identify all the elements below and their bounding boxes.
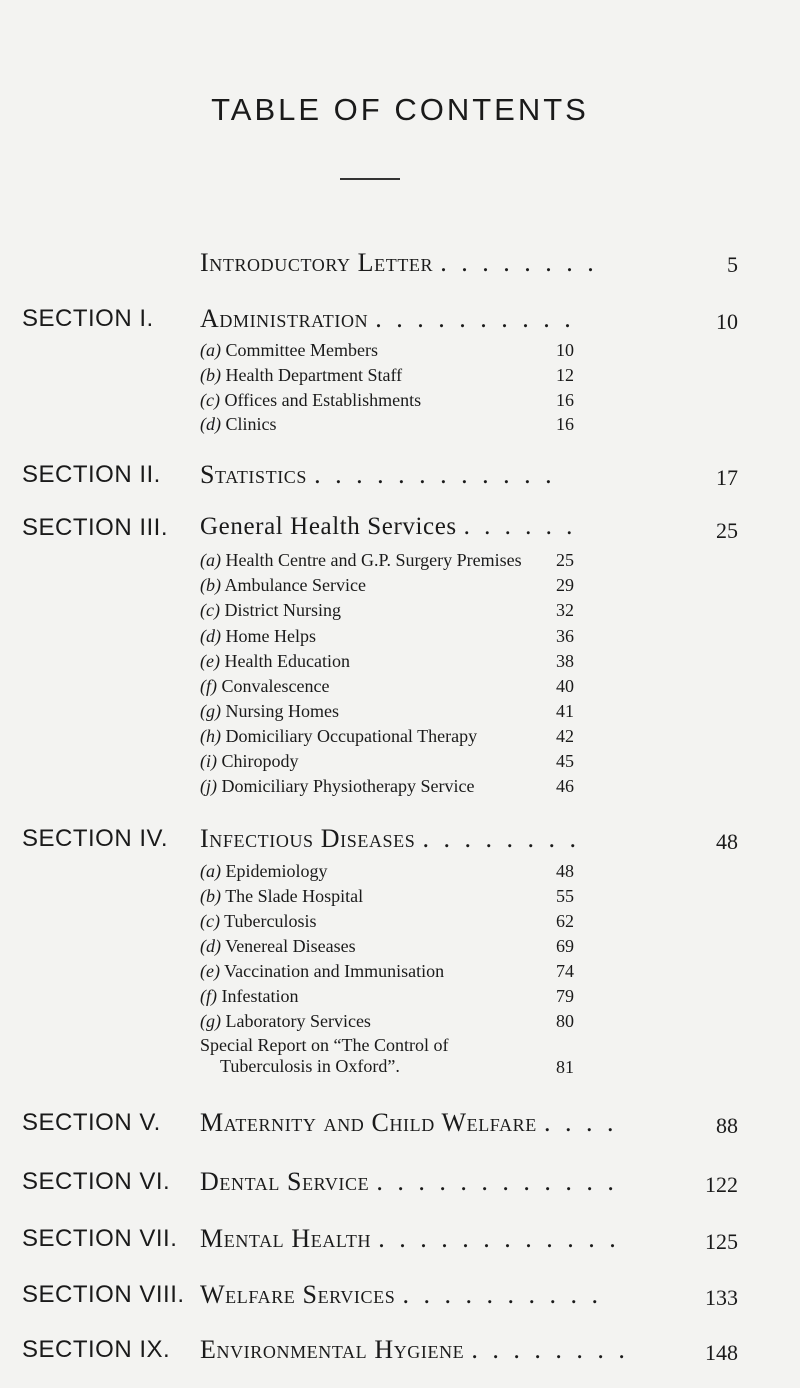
item-page: 32: [556, 600, 574, 620]
toc-item: [200, 365, 402, 386]
section-heading-label: General Health Services: [200, 513, 457, 540]
toc-item: [200, 626, 316, 647]
toc-item: [200, 776, 474, 797]
toc-item: [200, 701, 339, 722]
special-report-line2: Tuberculosis in Oxford”.: [220, 1056, 400, 1076]
item-letter: (b): [200, 886, 221, 906]
section-heading-label: Statistics: [200, 460, 308, 489]
item-page: 16: [556, 414, 574, 434]
item-text: Nursing Homes: [225, 701, 339, 721]
item-text: The Slade Hospital: [225, 886, 364, 906]
section-heading-label: Infectious Diseases: [200, 824, 416, 853]
item-letter: (a): [200, 861, 221, 881]
item-page: 38: [556, 651, 574, 671]
section-heading: [200, 1335, 629, 1365]
item-letter: (g): [200, 701, 221, 721]
item-letter: (d): [200, 936, 221, 956]
item-letter: (c): [200, 600, 220, 620]
item-text: Tuberculosis: [224, 911, 317, 931]
toc-item: [200, 911, 317, 932]
item-letter: (f): [200, 676, 217, 696]
item-text: Health Department Staff: [225, 365, 403, 385]
section-heading: [200, 824, 580, 854]
section-page-number: 25: [716, 518, 738, 543]
special-report-page: 81: [556, 1057, 574, 1077]
toc-item: [200, 575, 366, 596]
item-letter: (d): [200, 626, 221, 646]
section-heading: [200, 513, 576, 541]
item-page: 40: [556, 676, 574, 696]
item-letter: (b): [200, 575, 221, 595]
section-page-number: 17: [716, 465, 738, 490]
item-text: Convalescence: [221, 676, 330, 696]
item-text: Laboratory Services: [225, 1011, 371, 1031]
toc-item: [200, 676, 329, 697]
section-label: SECTION I.: [22, 305, 154, 332]
section-label: SECTION IV.: [22, 825, 168, 852]
toc-item: [200, 1011, 371, 1032]
item-page: 16: [556, 390, 574, 410]
section-heading: [200, 1108, 617, 1138]
section-label: SECTION III.: [22, 514, 169, 541]
section-heading-label: Administration: [200, 304, 369, 333]
item-page: 12: [556, 365, 574, 385]
section-label: SECTION VI.: [22, 1168, 171, 1195]
section-heading: [200, 1224, 620, 1254]
toc-item: [200, 886, 363, 907]
item-letter: (b): [200, 365, 221, 385]
page-title: TABLE OF CONTENTS: [211, 92, 589, 127]
leader-dots: . . . . . . . . . . . .: [376, 1167, 618, 1196]
section-heading: [200, 460, 556, 490]
leader-dots: . . . . . . . . . .: [375, 304, 575, 333]
toc-item: [200, 651, 350, 672]
special-report-line1: Special Report on “The Control of: [200, 1035, 449, 1055]
special-report: [200, 1035, 448, 1077]
item-page: 55: [556, 886, 574, 906]
item-text: Committee Members: [225, 340, 378, 360]
section-label: SECTION II.: [22, 461, 161, 488]
leader-dots: . . . .: [543, 1108, 618, 1137]
toc-item: [200, 961, 444, 982]
section-heading-label: Environmental Hygiene: [200, 1335, 465, 1364]
section-page-number: 10: [716, 309, 738, 334]
toc-item: [200, 550, 522, 571]
leader-dots: . . . . . .: [463, 513, 577, 540]
item-letter: (e): [200, 651, 220, 671]
item-page: 10: [556, 340, 574, 360]
section-heading: [200, 1167, 618, 1197]
section-page-number: 88: [716, 1113, 738, 1138]
toc-item: [200, 340, 378, 361]
section-page-number: 48: [716, 829, 738, 854]
item-text: Home Helps: [225, 626, 316, 646]
item-letter: (a): [200, 340, 221, 360]
item-letter: (j): [200, 776, 217, 796]
section-label: SECTION VIII.: [22, 1281, 185, 1308]
item-page: 79: [556, 986, 574, 1006]
toc-item: [200, 986, 298, 1007]
leader-dots: . . . . . . . .: [471, 1335, 629, 1364]
item-letter: (d): [200, 414, 221, 434]
item-text: Health Education: [224, 651, 350, 671]
item-text: Domiciliary Physiotherapy Service: [221, 776, 475, 796]
item-page: 46: [556, 776, 574, 796]
item-letter: (f): [200, 986, 217, 1006]
leader-dots: . . . . . . . . . . . .: [314, 460, 556, 489]
item-text: Ambulance Service: [224, 575, 366, 595]
section-heading: [200, 1280, 602, 1310]
item-letter: (e): [200, 961, 220, 981]
section-heading-label: Mental Health: [200, 1224, 372, 1253]
item-page: 69: [556, 936, 574, 956]
item-text: Domiciliary Occupational Therapy: [225, 726, 478, 746]
toc-item: [200, 936, 356, 957]
item-page: 29: [556, 575, 574, 595]
title-rule: [340, 178, 400, 180]
intro-heading-label: Introductory Letter: [200, 248, 434, 277]
toc-item: [200, 751, 299, 772]
item-letter: (g): [200, 1011, 221, 1031]
toc-item: [200, 414, 277, 435]
item-text: Infestation: [221, 986, 299, 1006]
section-heading-label: Dental Service: [200, 1167, 370, 1196]
section-heading-label: Welfare Services: [200, 1280, 396, 1309]
leader-dots: . . . . . . . .: [422, 824, 580, 853]
section-label: SECTION IX.: [22, 1336, 171, 1363]
item-text: District Nursing: [224, 600, 341, 620]
item-page: 74: [556, 961, 574, 981]
item-page: 42: [556, 726, 574, 746]
item-page: 62: [556, 911, 574, 931]
section-heading-label: Maternity and Child Welfare: [200, 1108, 537, 1137]
item-text: Chiropody: [221, 751, 299, 771]
section-heading: [200, 304, 575, 334]
item-page: 41: [556, 701, 574, 721]
item-page: 45: [556, 751, 574, 771]
item-text: Epidemiology: [225, 861, 328, 881]
leader-dots: . . . . . . . . . . . .: [378, 1224, 620, 1253]
item-page: 48: [556, 861, 574, 881]
section-page-number: 122: [705, 1172, 738, 1197]
item-page: 80: [556, 1011, 574, 1031]
section-page-number: 125: [705, 1229, 738, 1254]
item-letter: (c): [200, 911, 220, 931]
item-letter: (c): [200, 390, 220, 410]
item-page: 36: [556, 626, 574, 646]
toc-item: [200, 726, 477, 747]
item-text: Health Centre and G.P. Surgery Premises: [225, 550, 522, 570]
leader-dots: . . . . . . . . . .: [402, 1280, 602, 1309]
intro-page-number: 5: [727, 252, 738, 277]
toc-item: [200, 861, 328, 882]
item-text: Venereal Diseases: [225, 936, 356, 956]
item-text: Vaccination and Immunisation: [224, 961, 445, 981]
section-label: SECTION VII.: [22, 1225, 178, 1252]
toc-item: [200, 600, 341, 621]
section-label: SECTION V.: [22, 1109, 161, 1136]
intro-heading: [200, 248, 598, 278]
item-letter: (a): [200, 550, 221, 570]
section-page-number: 148: [705, 1340, 738, 1365]
item-text: Clinics: [225, 414, 277, 434]
leader-dots: . . . . . . . .: [440, 248, 598, 277]
item-page: 25: [556, 550, 574, 570]
section-page-number: 133: [705, 1285, 738, 1310]
item-letter: (i): [200, 751, 217, 771]
toc-item: [200, 390, 421, 411]
item-letter: (h): [200, 726, 221, 746]
item-text: Offices and Establishments: [224, 390, 422, 410]
